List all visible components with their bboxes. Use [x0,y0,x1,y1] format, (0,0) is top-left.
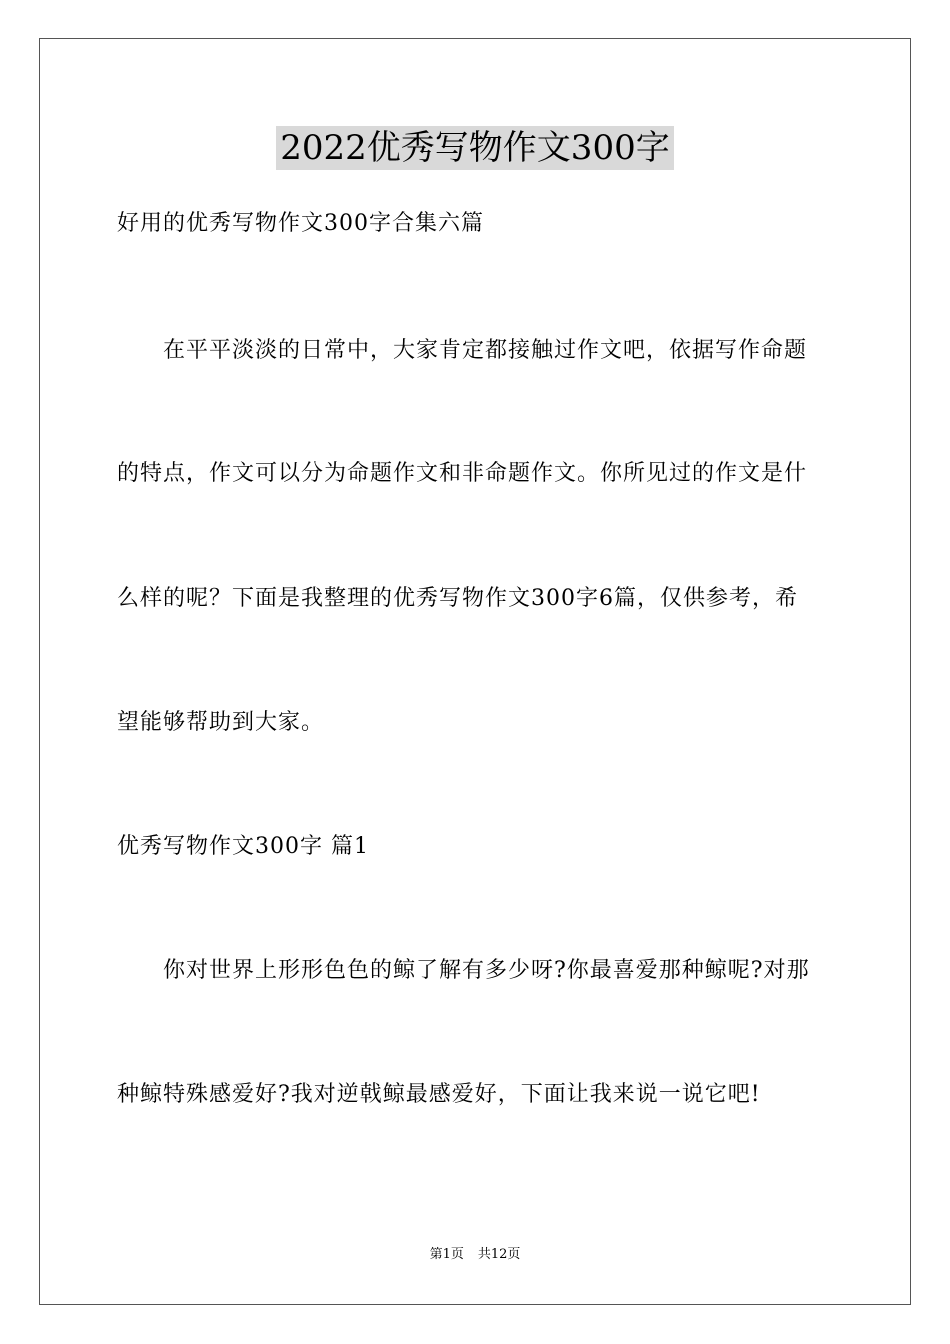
paragraph-line: 么样的呢？下面是我整理的优秀写物作文300字6篇，仅供参考，希 [117,586,798,611]
page-number: 第1页 [429,1247,464,1262]
paragraph-line: 在平平淡淡的日常中，大家肯定都接触过作文吧，依据写作命题 [163,338,808,363]
document-title: 2022优秀写物作文300字 [276,126,673,170]
title-container [0,126,950,170]
page-total: 共12页 [477,1247,521,1262]
page-footer [0,1246,950,1264]
paragraph-line: 你对世界上形形色色的鲸了解有多少呀?你最喜爱那种鲸呢?对那 [163,958,810,983]
paragraph-line: 的特点，作文可以分为命题作文和非命题作文。你所见过的作文是什 [117,461,808,486]
section-heading: 优秀写物作文300字 篇1 [117,834,369,859]
paragraph-line: 望能够帮助到大家。 [117,710,325,735]
paragraph-line: 种鲸特殊感爱好?我对逆戟鲸最感爱好，下面让我来说一说它吧! [117,1082,761,1107]
subtitle-line: 好用的优秀写物作文300字合集六篇 [117,211,484,236]
